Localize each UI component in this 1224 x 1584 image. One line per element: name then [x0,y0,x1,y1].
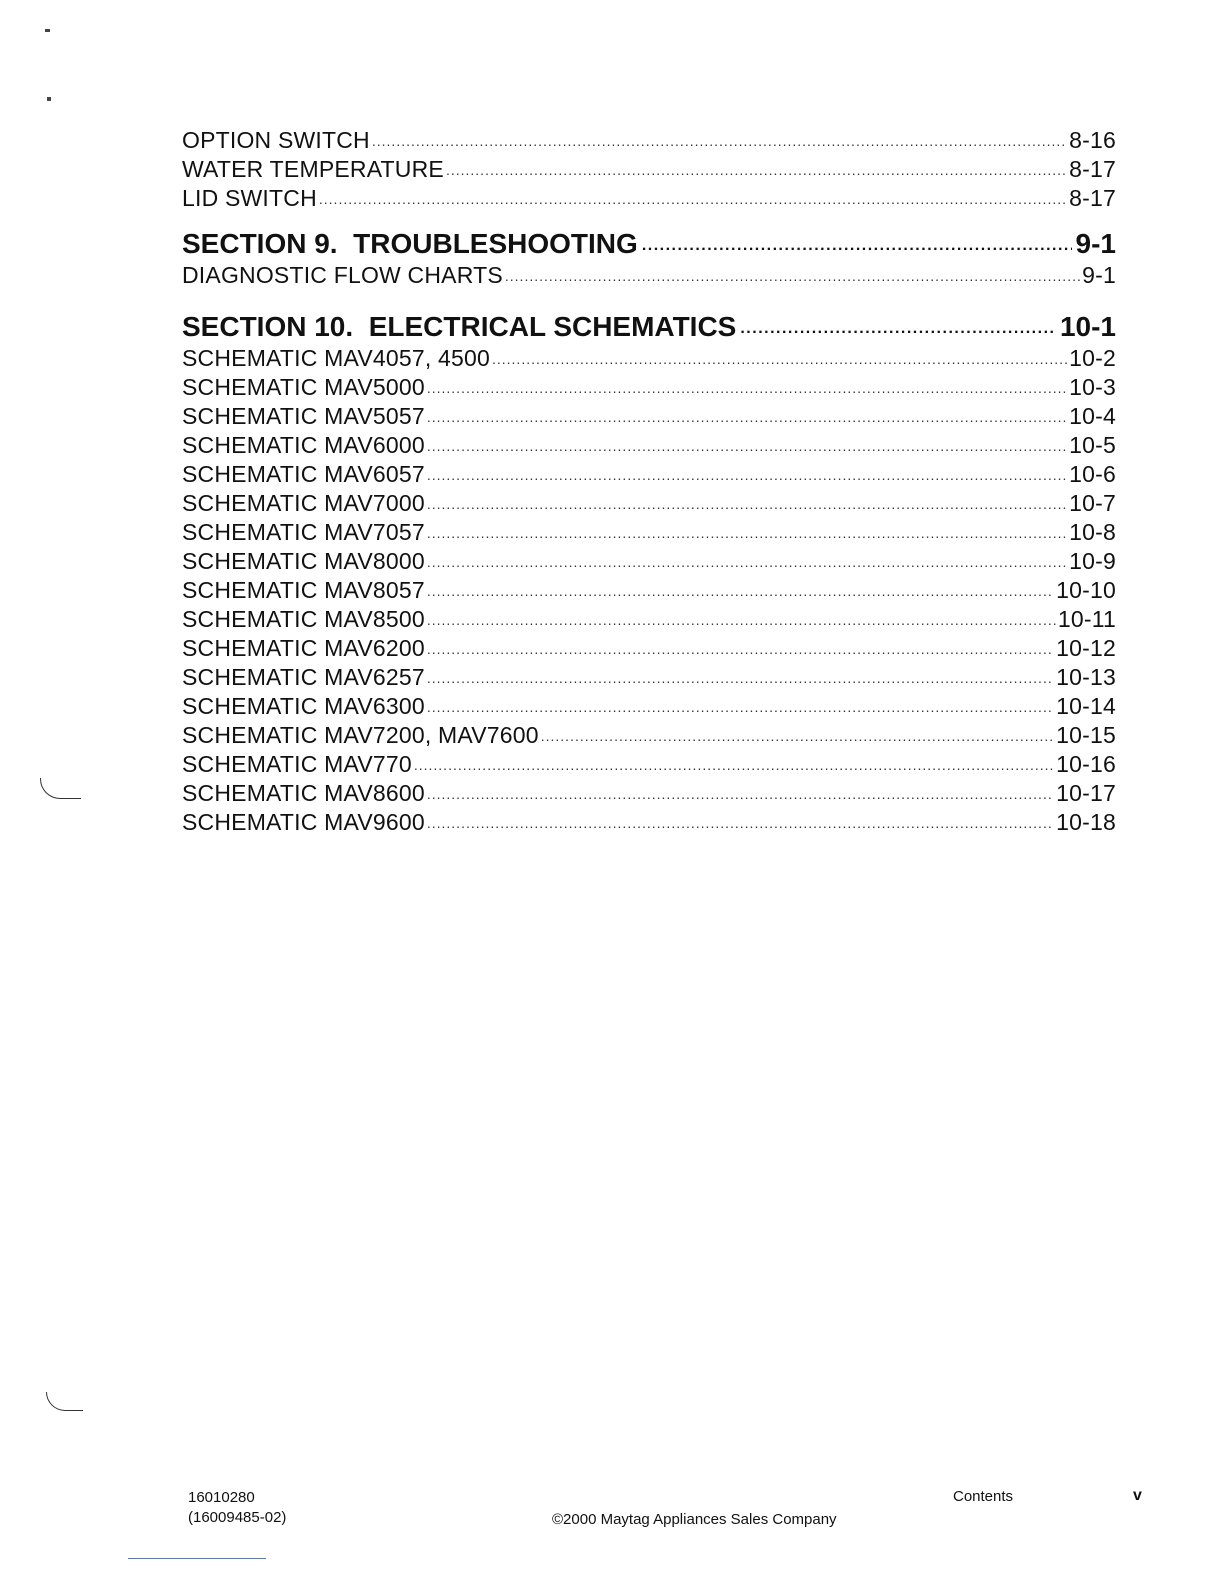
section-heading-label: SECTION 10. ELECTRICAL SCHEMATICS [182,311,737,342]
toc-entry-label: SCHEMATIC MAV8057 [182,577,425,603]
toc-entry-label: SCHEMATIC MAV6200 [182,635,425,661]
dot-leader [372,124,1067,156]
toc-entry [182,373,1116,402]
toc-entry-page: 10-7 [1069,490,1116,516]
dot-leader [319,182,1067,214]
toc-entry-label: SCHEMATIC MAV5000 [182,374,425,400]
toc-entry-label: SCHEMATIC MAV8000 [182,548,425,574]
toc-entry [182,721,1116,750]
toc-entry-page: 10-18 [1056,809,1116,835]
scan-speck [47,97,51,101]
toc-entry-page: 8-17 [1069,185,1116,211]
toc-entry-label: SCHEMATIC MAV7200, MAV7600 [182,722,539,748]
toc-entry-label: SCHEMATIC MAV6257 [182,664,425,690]
toc-entry [182,576,1116,605]
dot-leader [427,777,1054,809]
toc-entry [182,779,1116,808]
toc-entry-page: 10-16 [1056,751,1116,777]
footer-contents-label: Contents [953,1488,1014,1505]
dot-leader [427,690,1054,722]
toc-entry-page: 10-11 [1057,606,1116,632]
dot-leader [427,632,1054,664]
dot-leader [541,719,1054,751]
dot-leader [427,458,1067,490]
section10-entry-list [182,344,1116,837]
toc-entry-page: 10-10 [1056,577,1116,603]
section-heading [182,310,1116,344]
toc-entry [182,750,1116,779]
toc-entry-page: 10-13 [1056,664,1116,690]
toc-entry-label: SCHEMATIC MAV9600 [182,809,425,835]
scan-speck [45,29,50,32]
dot-leader [427,400,1067,432]
toc-entry-page: 8-17 [1069,156,1116,182]
toc-group-section8-tail [182,126,1116,213]
footer-doc-number-alt: (16009485-02) [188,1509,287,1526]
toc-entry-page: 10-15 [1056,722,1116,748]
toc-entry-label: SCHEMATIC MAV7000 [182,490,425,516]
dot-leader [414,748,1054,780]
dot-leader [427,574,1054,606]
toc-entry [182,808,1116,837]
toc-entry-page: 10-9 [1069,548,1116,574]
toc-group-section9 [182,227,1116,290]
toc-entry-page: 10-3 [1069,374,1116,400]
toc-entry [182,184,1116,213]
toc-entry-label: SCHEMATIC MAV8500 [182,606,425,632]
dot-leader [427,661,1054,693]
toc-entry [182,155,1116,184]
toc-entry-label: SCHEMATIC MAV5057 [182,403,425,429]
toc-entry [182,634,1116,663]
toc-entry [182,261,1116,290]
toc-entry-page: 8-16 [1069,127,1116,153]
dot-leader [427,806,1054,838]
toc-entry-page: 10-14 [1056,693,1116,719]
toc-entry [182,692,1116,721]
toc-entry-label: SCHEMATIC MAV7057 [182,519,425,545]
toc-entry-label: SCHEMATIC MAV770 [182,751,412,777]
footer-doc-number: 16010280 [188,1489,255,1506]
toc-entry-page: 10-12 [1056,635,1116,661]
toc-entry-page: 9-1 [1082,262,1116,288]
section-heading-page: 10-1 [1059,311,1116,342]
toc-entry [182,663,1116,692]
footer-doc-numbers [188,1488,286,1528]
toc-entry-label: SCHEMATIC MAV6000 [182,432,425,458]
toc-entry [182,489,1116,518]
dot-leader [740,307,1056,346]
toc-entry-label: DIAGNOSTIC FLOW CHARTS [182,262,503,288]
toc-entry [182,344,1116,373]
dot-leader [427,487,1067,519]
toc-entry-page: 10-4 [1069,403,1116,429]
toc-entry-page: 10-17 [1056,780,1116,806]
toc-entry-label: LID SWITCH [182,185,317,211]
toc-entry-label: OPTION SWITCH [182,127,370,153]
footer-page-number: v [1133,1487,1142,1504]
toc-entry [182,518,1116,547]
section-heading-page: 9-1 [1075,228,1116,259]
dot-leader [427,603,1056,635]
dot-leader [427,545,1067,577]
toc-entry-label: SCHEMATIC MAV6057 [182,461,425,487]
toc-entry-label: SCHEMATIC MAV4057, 4500 [182,345,490,371]
toc-entry [182,460,1116,489]
toc-entry-label: WATER TEMPERATURE [182,156,444,182]
dot-leader [427,516,1067,548]
section-heading [182,227,1116,261]
toc-entry [182,402,1116,431]
toc-group-section10 [182,310,1116,837]
dot-leader [505,259,1080,291]
dot-leader [427,429,1067,461]
scan-line-artifact [128,1558,266,1559]
dot-leader [642,224,1072,263]
scan-artifact [46,1392,83,1411]
dot-leader [446,153,1067,185]
toc-entry-page: 10-5 [1069,432,1116,458]
toc-entry [182,126,1116,155]
table-of-contents [182,126,1116,837]
toc-entry [182,547,1116,576]
section-heading-label: SECTION 9. TROUBLESHOOTING [182,228,638,259]
dot-leader [427,371,1067,403]
toc-entry-page: 10-8 [1069,519,1116,545]
toc-entry [182,431,1116,460]
scan-artifact [40,778,81,799]
toc-entry-page: 10-6 [1069,461,1116,487]
toc-entry-label: SCHEMATIC MAV8600 [182,780,425,806]
toc-entry-page: 10-2 [1069,345,1116,371]
dot-leader [492,342,1067,374]
toc-entry-label: SCHEMATIC MAV6300 [182,693,425,719]
toc-entry [182,605,1116,634]
footer-copyright: ©2000 Maytag Appliances Sales Company [552,1511,837,1528]
